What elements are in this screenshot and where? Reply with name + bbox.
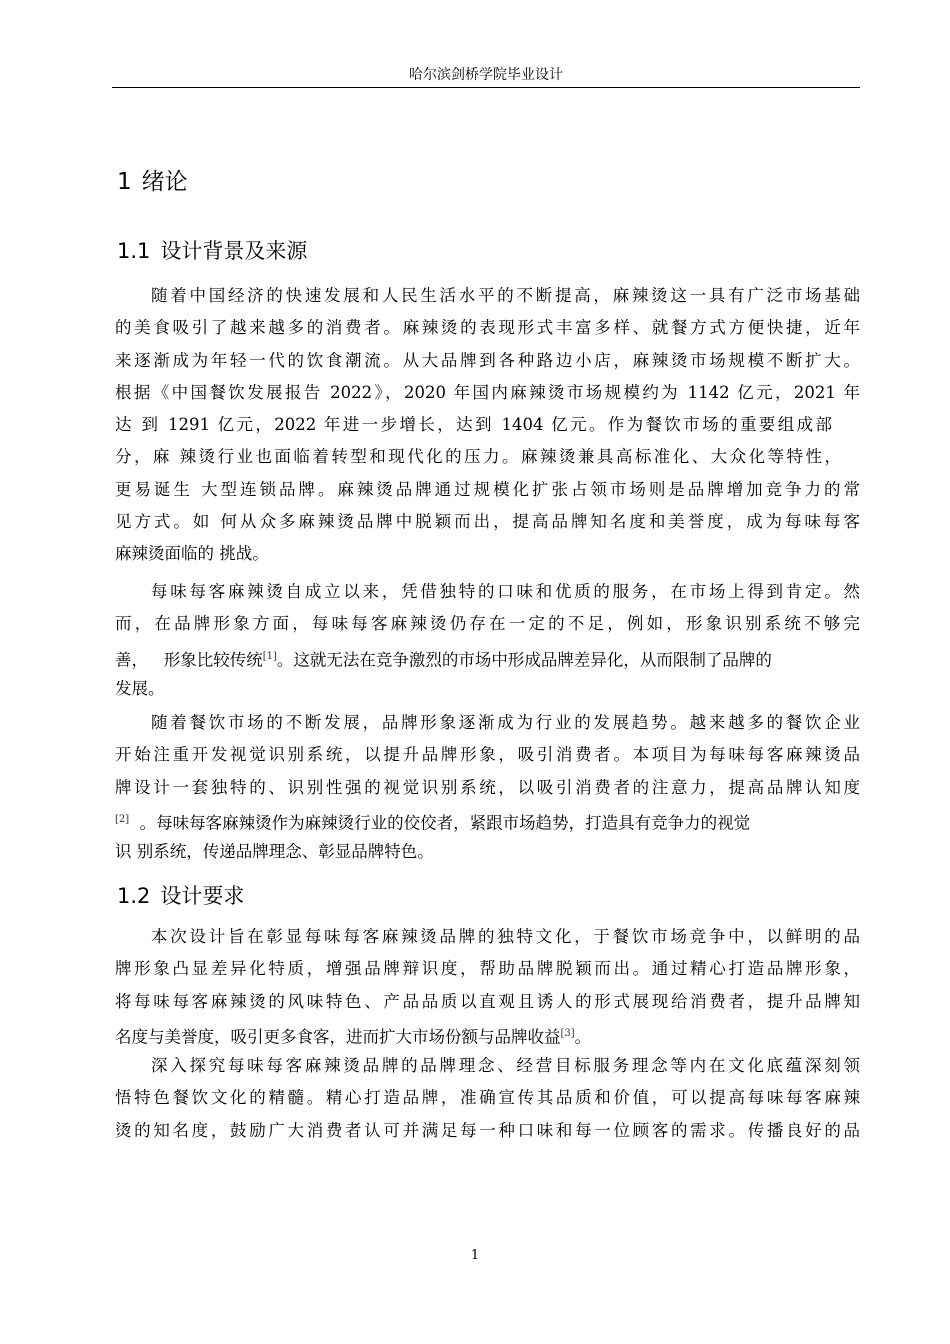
text-line: 开始注重开发视觉识别系统，以提升品牌形象，吸引消费者。本项目为每味每客麻辣烫品 (115, 745, 860, 765)
text-line: 深入探究每味每客麻辣烫品牌的品牌理念、经营目标服务理念等内在文化底蕴深刻领 (151, 1056, 860, 1075)
text-line: 的美食吸引了越来越多的消费者。麻辣烫的表现形式丰富多样、就餐方式方便快捷，近年 (115, 318, 860, 338)
paragraph-background-2 (115, 576, 860, 705)
section-title: 设计要求 (160, 884, 245, 908)
text-line: 见方式。如 何从众多麻辣烫品牌中脱颖而出，提高品牌知名度和美誉度，成为每味每客 (115, 512, 860, 532)
text-line: 随着中国经济的快速发展和人民生活水平的不断提高，麻辣烫这一具有广泛市场基础 (151, 286, 860, 305)
chapter-number: 1 (117, 169, 132, 195)
text-line: 本次设计旨在彰显每味每客麻辣烫品牌的独特文化，于餐饮市场竞争中，以鲜明的品 (151, 927, 860, 946)
text-line: 识 别系统，传递品牌理念、彰显品牌特色。 (115, 842, 434, 862)
chapter-heading (117, 163, 188, 196)
section-heading-1-2 (117, 880, 244, 910)
text-line: 分，麻 辣烫行业也面临着转型和现代化的压力。麻辣烫兼具高标准化、大众化等特性， (115, 447, 841, 467)
text-line: 牌形象凸显差异化特质，增强品牌辩识度，帮助品牌脱颖而出。通过精心打造品牌形象， (115, 959, 860, 979)
section-heading-1-1 (117, 235, 307, 265)
text-line: 发展。 (115, 678, 165, 698)
text-line (115, 641, 860, 673)
citation-2: [2] (115, 813, 130, 825)
text-line: 烫的知名度，鼓励广大消费者认可并满足每一种口味和每一位顾客的需求。传播良好的品 (115, 1120, 860, 1140)
running-header: 哈尔滨剑桥学院毕业设计 (112, 62, 860, 88)
text-line (115, 1018, 860, 1050)
text-line: 来逐渐成为年轻一代的饮食潮流。从大品牌到各种路边小店，麻辣烫市场规模不断扩大。 (115, 350, 860, 370)
text-line: 牌设计一套独特的、识别性强的视觉识别系统，以吸引消费者的注意力，提高品牌认知度 (115, 777, 860, 797)
text-fragment: 。每味每客麻辣烫作为麻辣烫行业的佼佼者，紧跟市场趋势，打造具有竞争力的视觉 (139, 813, 751, 833)
paragraph-requirements-2 (115, 1050, 860, 1147)
chapter-title: 绪论 (141, 169, 188, 195)
citation-3: [3] (560, 1027, 575, 1039)
text-line (115, 804, 860, 836)
section-title: 设计背景及来源 (160, 239, 308, 263)
page-number: 1 (470, 1248, 480, 1263)
paragraph-background-1 (115, 280, 860, 571)
citation-1: [1] (262, 650, 277, 662)
text-fragment: 名度与美誉度，吸引更多食客，进而扩大市场份额与品牌收益 (115, 1027, 561, 1047)
text-line: 随着餐饮市场的不断发展，品牌形象逐渐成为行业的发展趋势。越来越多的餐饮企业 (151, 713, 860, 732)
section-number: 1.2 (117, 884, 151, 908)
text-line: 而，在品牌形象方面，每味每客麻辣烫仍存在一定的不足，例如，形象识别系统不够完 (115, 614, 860, 634)
paragraph-background-3 (115, 707, 860, 868)
text-line: 麻辣烫面临的 挑战。 (115, 544, 269, 564)
text-fragment: 善， (115, 650, 148, 670)
text-line: 将每味每客麻辣烫的风味特色、产品品质以直观且诱人的形式展现给消费者，提升品牌知 (115, 991, 860, 1011)
text-fragment: 形象比较传统 (163, 650, 263, 670)
section-number: 1.1 (117, 239, 151, 263)
text-line: 每味每客麻辣烫自成立以来，凭借独特的口味和优质的服务，在市场上得到肯定。然 (151, 582, 860, 601)
text-line: 悟特色餐饮文化的精髓。精心打造品牌，准确宣传其品质和价值，可以提高每味每客麻辣 (115, 1088, 860, 1108)
text-line: 达 到 1291 亿元，2022 年进一步增长，达到 1404 亿元。作为餐饮市场的重要组成部 (115, 415, 832, 435)
paragraph-requirements-1 (115, 921, 860, 1050)
text-fragment: 。 (574, 1027, 592, 1047)
text-line: 更易诞生 大型连锁品牌。麻辣烫品牌通过规模化扩张占领市场则是品牌增加竞争力的常 (115, 479, 860, 499)
text-line: 根据《中国餐饮发展报告 2022》，2020 年国内麻辣烫市场规模约为 1142 亿元，2021 年 (115, 382, 860, 402)
text-fragment: 。这就无法在竞争激烈的市场中形成品牌差异化，从而限制了品牌的 (276, 650, 772, 670)
